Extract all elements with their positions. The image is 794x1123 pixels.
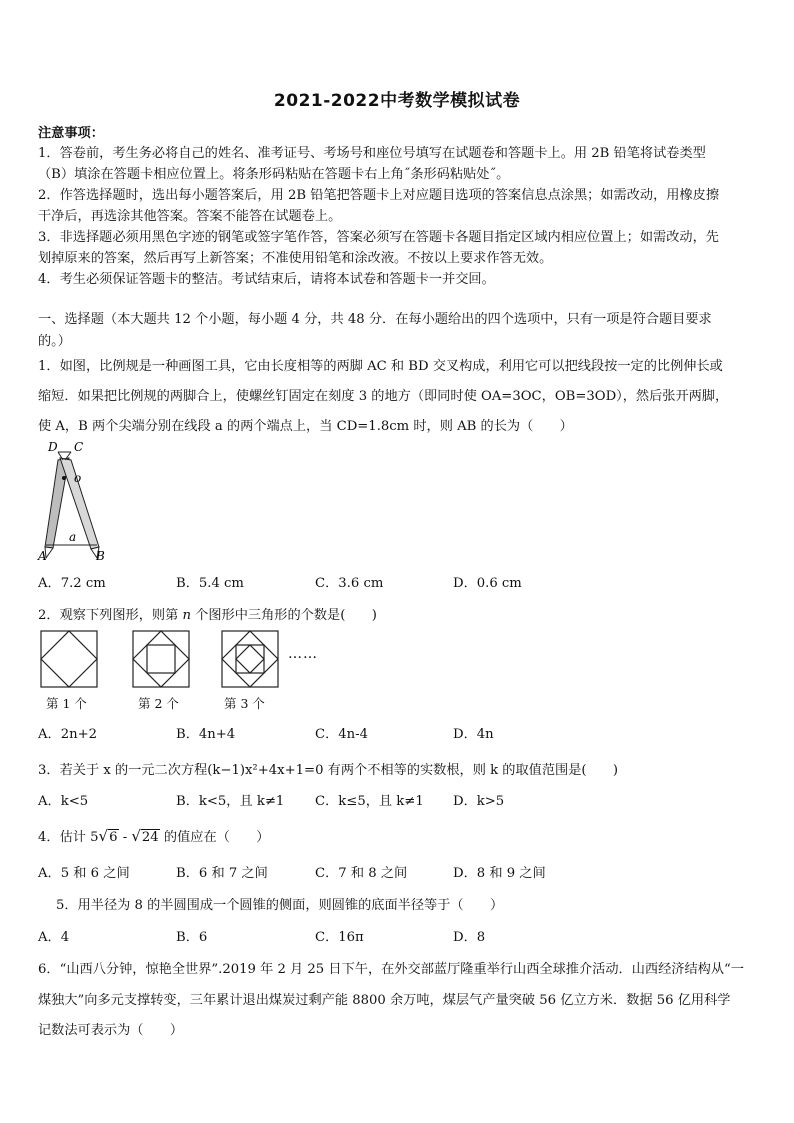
section-heading: 一、选择题（本大题共 12 个小题，每小题 4 分，共 48 分．在每小题给出的四个选项中，只有一项是符合题目要求 — [38, 312, 712, 327]
pattern-caption-3: 第 3 个 — [224, 696, 265, 711]
q3-option-c[interactable]: C．k≤5，且 k≠1 — [315, 794, 424, 809]
q5-options — [38, 926, 638, 946]
label-C: C — [74, 440, 84, 454]
notice-line: 干净后，再选涂其他答案。答案不能答在试题卷上。 — [38, 209, 342, 224]
pattern-figure-2 — [132, 630, 190, 688]
page-title: 2021-2022中考数学模拟试卷 — [273, 91, 521, 111]
label-A: A — [38, 549, 47, 562]
q1-option-b[interactable]: B．5.4 cm — [176, 576, 244, 591]
q4-option-d[interactable]: D．8 和 9 之间 — [453, 866, 546, 881]
pattern-continuation: …… — [288, 646, 318, 662]
q4-option-a[interactable]: A．5 和 6 之间 — [38, 866, 130, 881]
notice-line: 2．作答选择题时，选出每小题答案后，用 2B 铅笔把答题卡上对应题目选项的答案信息点涂黑；如需改动，用橡皮擦 — [38, 188, 720, 203]
q1-stem: 缩短．如果把比例规的两脚合上，使螺丝钉固定在刻度 3 的地方（即同时使 OA=3OC，OB=3OD），然后张开两脚， — [38, 389, 729, 404]
q4-stem — [38, 826, 269, 845]
notice-line: 3．非选择题必须用黑色字迹的钢笔或签字笔作答，答案必须写在答题卡各题目指定区域内相应位置上；如需改动，先 — [38, 230, 719, 245]
label-a: a — [69, 530, 77, 544]
q1-option-c[interactable]: C．3.6 cm — [315, 576, 384, 591]
q6-stem: 记数法可表示为（ ） — [38, 1023, 184, 1038]
q2-option-c[interactable]: C．4n-4 — [315, 727, 369, 742]
q6-stem: 6．“山西八分钟，惊艳全世界”.2019 年 2 月 25 日下午，在外交部蓝厅隆重举行山西全球推介活动．山西经济结构从“一 — [38, 962, 744, 977]
pattern-figure-1 — [40, 630, 98, 688]
q2-option-b[interactable]: B．4n+4 — [176, 727, 236, 742]
sqrt-24: √24 — [131, 827, 159, 845]
q4-option-c[interactable]: C．7 和 8 之间 — [315, 866, 408, 881]
q1-option-a[interactable]: A．7.2 cm — [38, 576, 106, 591]
q1-stem: 使 A，B 两个尖端分别在线段 a 的两个端点上，当 CD=1.8cm 时，则 AB 的长为（ ） — [38, 419, 573, 434]
q2-option-d[interactable]: D．4n — [453, 727, 494, 742]
q1-stem: 1．如图，比例规是一种画图工具，它由长度相等的两脚 AC 和 BD 交叉构成，利用它可以把线段按一定的比例伸长或 — [38, 359, 723, 374]
q4-stem-pre: 4．估计 5 — [38, 830, 99, 845]
q5-option-b[interactable]: B．6 — [176, 930, 208, 945]
q1-options — [38, 572, 638, 592]
q1-option-d[interactable]: D．0.6 cm — [453, 576, 522, 591]
notice-line: （B）填涂在答题卡相应位置上。将条形码粘贴在答题卡右上角˝条形码粘贴处˝。 — [38, 167, 510, 182]
q3-option-a[interactable]: A．k<5 — [38, 794, 89, 809]
q2-stem — [38, 604, 377, 623]
pattern-caption-1: 第 1 个 — [46, 696, 87, 711]
q4-minus: - — [118, 830, 132, 845]
q4-option-b[interactable]: B．6 和 7 之间 — [176, 866, 268, 881]
label-B: B — [96, 549, 105, 562]
q3-options — [38, 790, 638, 810]
q3-stem: 3．若关于 x 的一元二次方程(k−1)x²+4x+1=0 有两个不相等的实数根，则 k 的取值范围是( ) — [38, 763, 619, 778]
notice-heading: 注意事项： — [38, 126, 104, 141]
q5-option-a[interactable]: A．4 — [38, 930, 70, 945]
q5-option-d[interactable]: D．8 — [453, 930, 486, 945]
q3-option-d[interactable]: D．k>5 — [453, 794, 505, 809]
q2-stem-pre: 2．观察下列图形，则第 — [38, 608, 183, 623]
q3-option-b[interactable]: B．k<5，且 k≠1 — [176, 794, 285, 809]
q2-option-a[interactable]: A．2n+2 — [38, 727, 98, 742]
sqrt-24-radicand: 24 — [141, 830, 159, 845]
q4-options — [38, 862, 638, 882]
label-D: D — [48, 440, 58, 454]
section-heading-cont: 的。） — [38, 334, 71, 349]
sqrt-6-radicand: 6 — [109, 830, 118, 845]
q2-stem-var: n — [182, 608, 191, 623]
proportional-compass-figure — [36, 440, 108, 562]
notice-line: 划掉原来的答案，然后再写上新答案；不准使用铅笔和涂改液。不按以上要求作答无效。 — [38, 251, 553, 266]
sqrt-6: √6 — [98, 827, 118, 845]
label-O: o — [74, 471, 82, 485]
notice-line: 4．考生必须保证答题卡的整洁。考试结束后，请将本试卷和答题卡一并交回。 — [38, 272, 495, 287]
q2-options — [38, 723, 638, 743]
notice-line: 1．答卷前，考生务必将自己的姓名、准考证号、考场号和座位号填写在试题卷和答题卡上。用 2B 铅笔将试卷类型 — [38, 146, 706, 161]
pattern-caption-2: 第 2 个 — [138, 696, 179, 711]
pattern-figure-3 — [221, 630, 279, 688]
q2-stem-post: 个图形中三角形的个数是( ) — [190, 608, 377, 623]
q5-stem: 5．用半径为 8 的半圆围成一个圆锥的侧面，则圆锥的底面半径等于（ ） — [56, 898, 504, 913]
q5-option-c[interactable]: C．16π — [315, 930, 364, 945]
q4-stem-post: 的值应在（ ） — [159, 830, 270, 845]
q6-stem: 煤独大”向多元支撑转变，三年累计退出煤炭过剩产能 8800 余万吨，煤层气产量突破 56 亿立方米．数据 56 亿用科学 — [38, 993, 731, 1008]
